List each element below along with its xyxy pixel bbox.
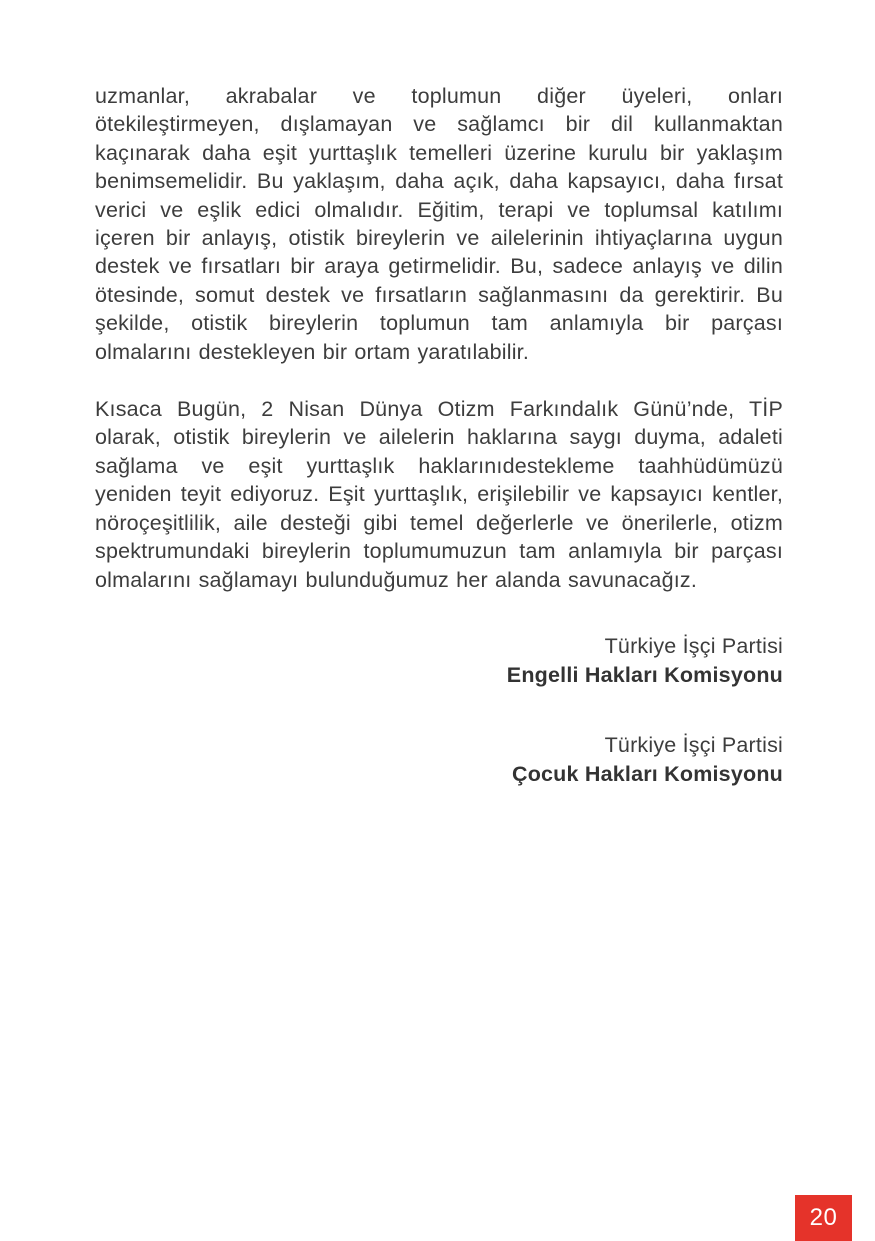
signature-block-cocuk [95,731,783,789]
body-paragraph-2: Kısaca Bugün, 2 Nisan Dünya Otizm Farkındalık Günü’nde, TİP olarak, otistik bireylerin ve ailelerin haklarına saygı duyma, adaleti sağlama ve eşit yurttaşlık haklarınıdestekleme taahhüdümüzü yeniden teyit ediyoruz. Eşit yurttaşlık, erişilebilir ve kapsayıcı kentler, nöroçeşitlilik, aile desteği gibi temel değerlerle ve önerilerle, otizm spektrumundaki bireylerin toplumumuzun tam anlamıyla bir parçası olmalarını sağlamayı bulunduğumuz her alanda savunacağız. [95,397,783,592]
document-body [95,82,783,789]
signature-org-name: Türkiye İşçi Partisi [604,732,783,757]
body-paragraph-1: uzmanlar, akrabalar ve toplumun diğer üyeleri, onları ötekileştirmeyen, dışlamayan ve sağlamcı bir dil kullanmaktan kaçınarak daha eşit yurttaşlık temelleri üzerine kurulu bir yaklaşım benimsemelidir. Bu yaklaşım, daha açık, daha kapsayıcı, daha fırsat verici ve eşlik edici olmalıdır. Eğitim, terapi ve toplumsal katılımı içeren bir anlayış, otistik bireylerin ve ailelerinin ihtiyaçlarına uygun destek ve fırsatları bir araya getirmelidir. Bu, sadece anlayış ve dilin ötesinde, somut destek ve fırsatların sağlanmasını da gerektirir. Bu şekilde, otistik bireylerin toplumun tam anlamıyla bir parçası olmalarını destekleyen bir ortam yaratılabilir. [95,84,783,364]
page-number-badge [795,1195,852,1241]
signature-committee-name: Engelli Hakları Komisyonu [506,662,783,687]
signature-org-name: Türkiye İşçi Partisi [604,633,783,658]
signature-block-engelli [95,632,783,690]
signature-committee-name: Çocuk Hakları Komisyonu [511,761,783,786]
page-number: 20 [809,1204,838,1231]
